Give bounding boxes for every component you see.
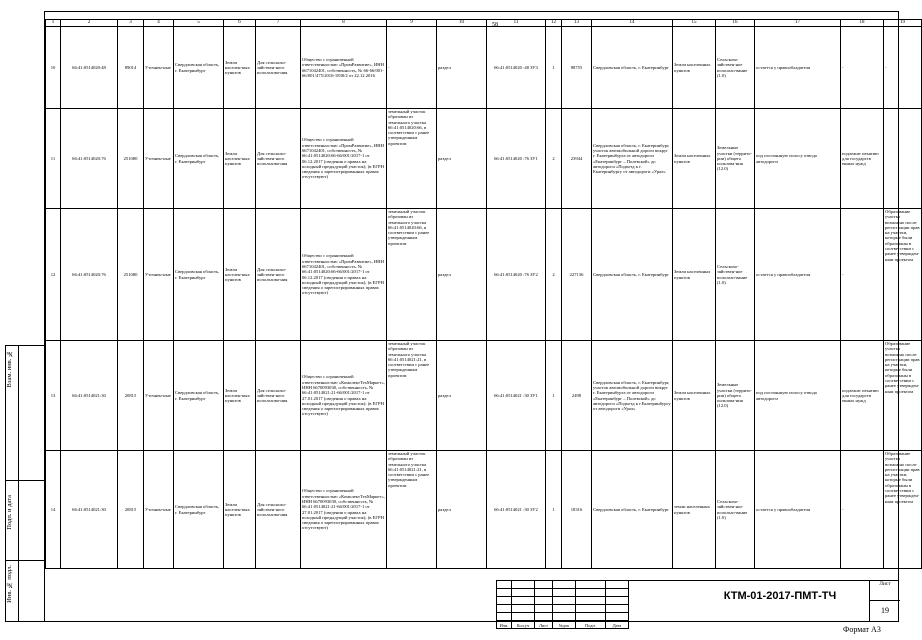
cell-rights: Общество с ограниченной ответственностью «ПромРазвитие», ИНН 6671042401, собственность, № 66:41:0514020:66-66/001/2017-1 от 06.12.2017 (сведения о правах на исходный предыдущий участок); (в ЕГРН сведения о зарегистрированных правах отсутствуют) bbox=[301, 209, 387, 341]
cell-col9: земельный участок образован из земельного участка 66:41:0514021:21, в соответствии с ранее утвержденным проектом bbox=[387, 341, 437, 451]
cell-status: Уточнен-ные bbox=[144, 209, 174, 341]
cell-cad: 66:41:0514020:48 bbox=[61, 27, 118, 109]
side-label-podp: Подп. и дата bbox=[6, 495, 13, 530]
side-label-vzam: Взам. инв. № bbox=[6, 350, 13, 388]
cell-new-area: 23944 bbox=[562, 109, 592, 209]
cell-category: Земли населен-ных пунктов bbox=[224, 209, 256, 341]
cell-col9: земельный участок образован из земельного участка 66:41:0514021:21, в соответствии с ранее утвержденным проектом bbox=[387, 451, 437, 569]
stamp-label: №док bbox=[553, 621, 576, 629]
column-number: 4 bbox=[144, 20, 174, 27]
cell-col18: - bbox=[841, 27, 884, 109]
column-number: 6 bbox=[224, 20, 256, 27]
column-number: 3 bbox=[118, 20, 144, 27]
cell-col19: Образование участка возможно после регистрации прав на участки, которые были образованы в соответствии с ранее утвержден-ным проектом bbox=[884, 341, 922, 451]
cell-new-area: 227136 bbox=[562, 209, 592, 341]
cell-new-address: Свердловская область, г. Екатеринбург bbox=[592, 27, 673, 109]
cell-new-address: Свердловская область, г. Екатеринбург bbox=[592, 209, 673, 341]
cell-new-cad: 66:41:0514021 :30 ЗУ1 bbox=[487, 341, 546, 451]
cell-col18: - bbox=[841, 451, 884, 569]
sheet-box bbox=[869, 580, 900, 622]
cell-cad: 66:41:0514020:76 bbox=[61, 209, 118, 341]
cell-address: Свердловская область, г. Екатеринбург bbox=[174, 451, 224, 569]
cell-status: Уточнен-ные bbox=[144, 341, 174, 451]
cell-col17: остается у правообладателя bbox=[755, 209, 841, 341]
cell-num: 13 bbox=[46, 341, 61, 451]
column-number: 12 bbox=[546, 20, 562, 27]
cell-status: Уточнен-ные bbox=[144, 451, 174, 569]
cell-category: Земли населен-ных пунктов bbox=[224, 451, 256, 569]
document-code: КТМ-01-2017-ПМТ-ТЧ bbox=[723, 590, 837, 602]
cell-col17: под постоянную полосу отвода автодороги bbox=[755, 341, 841, 451]
cell-col18: - bbox=[841, 209, 884, 341]
cell-col12: 1 bbox=[546, 27, 562, 109]
table-body bbox=[46, 27, 922, 569]
cell-num: 12 bbox=[46, 209, 61, 341]
cell-new-category: Земли населенных пунктов bbox=[673, 209, 716, 341]
cell-new-use: Сельскохо-зяйствен-ное использо-вание (1.0) bbox=[716, 451, 755, 569]
cell-use: Для сельскохо-зяйствен-ного использова-ния bbox=[256, 27, 301, 109]
cell-new-category: Земли населенных пунктов bbox=[673, 109, 716, 209]
cell-col12: 2 bbox=[546, 209, 562, 341]
cell-new-address: Свердловская область, г. Екатеринбург bbox=[592, 451, 673, 569]
stamp-label: Лист bbox=[535, 621, 553, 629]
cell-col18: подлежит изъятию для государств енных нужд bbox=[841, 109, 884, 209]
cell-new-cad: 66:41:0514020 :76 ЗУ1 bbox=[487, 109, 546, 209]
table-row bbox=[46, 209, 922, 341]
format-label: Формат А3 bbox=[843, 625, 881, 634]
cell-new-area: 88755 bbox=[562, 27, 592, 109]
land-plots-table bbox=[45, 19, 922, 569]
cell-col9: земельный участок образован из земельного участка 66:41:0514020:66, в соответствии с ранее утвержденным проектом bbox=[387, 209, 437, 341]
cell-col9: земельный участок образован из земельного участка 66:41:0514020:66, в соответствии с ранее утвержденным проектом bbox=[387, 109, 437, 209]
cell-col19: Образование участка возможно после регистрации прав на участки, которые были образованы в соответствии с ранее утвержден-ным проектом bbox=[884, 451, 922, 569]
cell-category: Земли населен-ных пунктов bbox=[224, 341, 256, 451]
cell-col18: подлежит изъятию для государств енных нужд bbox=[841, 341, 884, 451]
cell-new-use: Земельные участки (террито-рии) общего пользова-ния (12.0) bbox=[716, 341, 755, 451]
table-row bbox=[46, 341, 922, 451]
stamp-label: Подп. bbox=[576, 621, 606, 629]
cell-col10: раздел bbox=[437, 451, 487, 569]
cell-cad: 66:41:0514021:30 bbox=[61, 451, 118, 569]
cell-status: Уточнен-ные bbox=[144, 109, 174, 209]
page-top-number: 58 bbox=[492, 22, 498, 28]
cell-col12: 2 bbox=[546, 109, 562, 209]
cell-col12: 1 bbox=[546, 341, 562, 451]
cell-num: 10 bbox=[46, 27, 61, 109]
cell-rights: Общество с ограниченной ответственностью «ПромРазвитие», ИНН 6671042401, собственность, № 66-66/001-66/001/475/2016-1838/2 от 22.12.2016 bbox=[301, 27, 387, 109]
cell-address: Свердловская область, г. Екатеринбург bbox=[174, 109, 224, 209]
cell-col12: 1 bbox=[546, 451, 562, 569]
cell-use: Для сельскохо-зяйствен-ного использова-ния bbox=[256, 209, 301, 341]
sheet-number: 19 bbox=[870, 600, 900, 615]
cell-col10: раздел bbox=[437, 209, 487, 341]
column-number: 18 bbox=[841, 20, 884, 27]
stamp-label: Дата bbox=[606, 621, 629, 629]
cell-area: 20815 bbox=[118, 451, 144, 569]
cell-use: Для сельскохо-зяйствен-ного использова-ния bbox=[256, 341, 301, 451]
cell-new-cad: 66:41:0514020 :48 ЗУ3 bbox=[487, 27, 546, 109]
column-number: 2 bbox=[61, 20, 118, 27]
column-number: 10 bbox=[437, 20, 487, 27]
column-number: 5 bbox=[174, 20, 224, 27]
cell-address: Свердловская область, г. Екатеринбург bbox=[174, 27, 224, 109]
cell-use: Для сельскохо-зяйствен-ного использова-ния bbox=[256, 451, 301, 569]
column-number: 17 bbox=[755, 20, 841, 27]
cell-col17: остается у правообладателя bbox=[755, 27, 841, 109]
column-number: 9 bbox=[387, 20, 437, 27]
cell-cad: 66:41:0514020:76 bbox=[61, 109, 118, 209]
cell-address: Свердловская область, г. Екатеринбург bbox=[174, 341, 224, 451]
cell-col10: раздел bbox=[437, 27, 487, 109]
cell-new-address: Свердловская область, г. Екатеринбург, участок автомобильной дороги вокруг г. Екатеринбурга от автодороги «Екатеринбург – Полевской» до автодороги «Подъезд к г. Екатеринбургу от автодороги «Урал» bbox=[592, 109, 673, 209]
column-number: 11 bbox=[487, 20, 546, 27]
cell-new-use: Земельные участки (террито-рии) общего пользова-ния (12.0) bbox=[716, 109, 755, 209]
stamp-label: Изм. bbox=[497, 621, 512, 629]
cell-category: Земли населен-ных пунктов bbox=[224, 109, 256, 209]
cell-area: 251080 bbox=[118, 109, 144, 209]
cell-num: 11 bbox=[46, 109, 61, 209]
cell-new-category: Земли населенных пунктов bbox=[673, 341, 716, 451]
cell-rights: Общество с ограниченной ответственностью «КомплектТехМаркет», ИНН 6670093030, собственность, № 66:41:0514021:21-66/001/2017-1 от 27.01.2017 (сведения о правах на исходный предыдущий участок); (в ЕГРН сведения о зарегистрированных правах отсутствуют) bbox=[301, 451, 387, 569]
cell-new-use: Сельскохо-зяйствен-ное использо-вание (1.0) bbox=[716, 27, 755, 109]
column-number: 14 bbox=[592, 20, 673, 27]
column-number: 15 bbox=[673, 20, 716, 27]
column-number: 8 bbox=[301, 20, 387, 27]
cell-new-cad: 66:41:0514020 :76 ЗУ2 bbox=[487, 209, 546, 341]
side-label-inv: Инв. № подл. bbox=[6, 565, 13, 603]
stamp-label: Кол.уч bbox=[512, 621, 535, 629]
cell-status: Уточнен-ные bbox=[144, 27, 174, 109]
cell-use: Для сельскохо-зяйствен-ного использова-ния bbox=[256, 109, 301, 209]
cell-new-category: Земли населенных пунктов bbox=[673, 27, 716, 109]
cell-cad: 66:41:0514021:30 bbox=[61, 341, 118, 451]
cell-new-area: 2498 bbox=[562, 341, 592, 451]
cell-num: 14 bbox=[46, 451, 61, 569]
column-number: 1 bbox=[46, 20, 61, 27]
table-row bbox=[46, 27, 922, 109]
cell-area: 20815 bbox=[118, 341, 144, 451]
table-row bbox=[46, 109, 922, 209]
cell-address: Свердловская область, г. Екатеринбург bbox=[174, 209, 224, 341]
page-frame bbox=[44, 11, 920, 622]
table-row bbox=[46, 451, 922, 569]
cell-rights: Общество с ограниченной ответственностью «ПромРазвитие», ИНН 6671042401, собственность, № 66:41:0514020:66-66/001/2017-1 от 06.12.2017 (сведения о правах на исходный предыдущий участок); (в ЕГРН сведения о зарегистрированных правах отсутствуют) bbox=[301, 109, 387, 209]
column-number-row bbox=[46, 20, 922, 27]
cell-new-area: 18316 bbox=[562, 451, 592, 569]
cell-col17: остается у правообладателя bbox=[755, 451, 841, 569]
column-number: 13 bbox=[562, 20, 592, 27]
cell-area: 251080 bbox=[118, 209, 144, 341]
cell-col10: раздел bbox=[437, 341, 487, 451]
cell-col19: Образование участка возможно после регистрации прав на участки, которые были образованы в соответствии с ранее утвержден-ным проектом bbox=[884, 209, 922, 341]
cell-col17: под постоянную полосу отвода автодороги bbox=[755, 109, 841, 209]
cell-new-use: Сельскохо-зяйствен-ное использо-вание (1.0) bbox=[716, 209, 755, 341]
column-number: 7 bbox=[256, 20, 301, 27]
cell-col9: - bbox=[387, 27, 437, 109]
cell-new-category: земли населенных пунктов bbox=[673, 451, 716, 569]
cell-rights: Общество с ограниченной ответственностью «КомплектТехМаркет», ИНН 6670093030, собственность, № 66:41:0514021:21-66/001/2017-1 от 27.01.2017 (сведения о правах на исходный предыдущий участок); (в ЕГРН сведения о зарегистрированных правах отсутствуют) bbox=[301, 341, 387, 451]
sheet-label: Лист bbox=[879, 581, 891, 587]
column-number: 16 bbox=[716, 20, 755, 27]
cell-col19 bbox=[884, 109, 922, 209]
cell-area: 89014 bbox=[118, 27, 144, 109]
cell-new-address: Свердловская область, г. Екатеринбург, участок автомобильной дороги вокруг г. Екатеринбурга от автодороги «Екатеринбург – Полевской» до автодороги «Подъезд к г.Екатеринбургу от автодороги «Урал» bbox=[592, 341, 673, 451]
cell-col10: раздел bbox=[437, 109, 487, 209]
cell-category: Земли населен-ных пунктов bbox=[224, 27, 256, 109]
cell-col19: - bbox=[884, 27, 922, 109]
cell-new-cad: 66:41:0514021 :30 ЗУ2 bbox=[487, 451, 546, 569]
column-number: 19 bbox=[884, 20, 922, 27]
